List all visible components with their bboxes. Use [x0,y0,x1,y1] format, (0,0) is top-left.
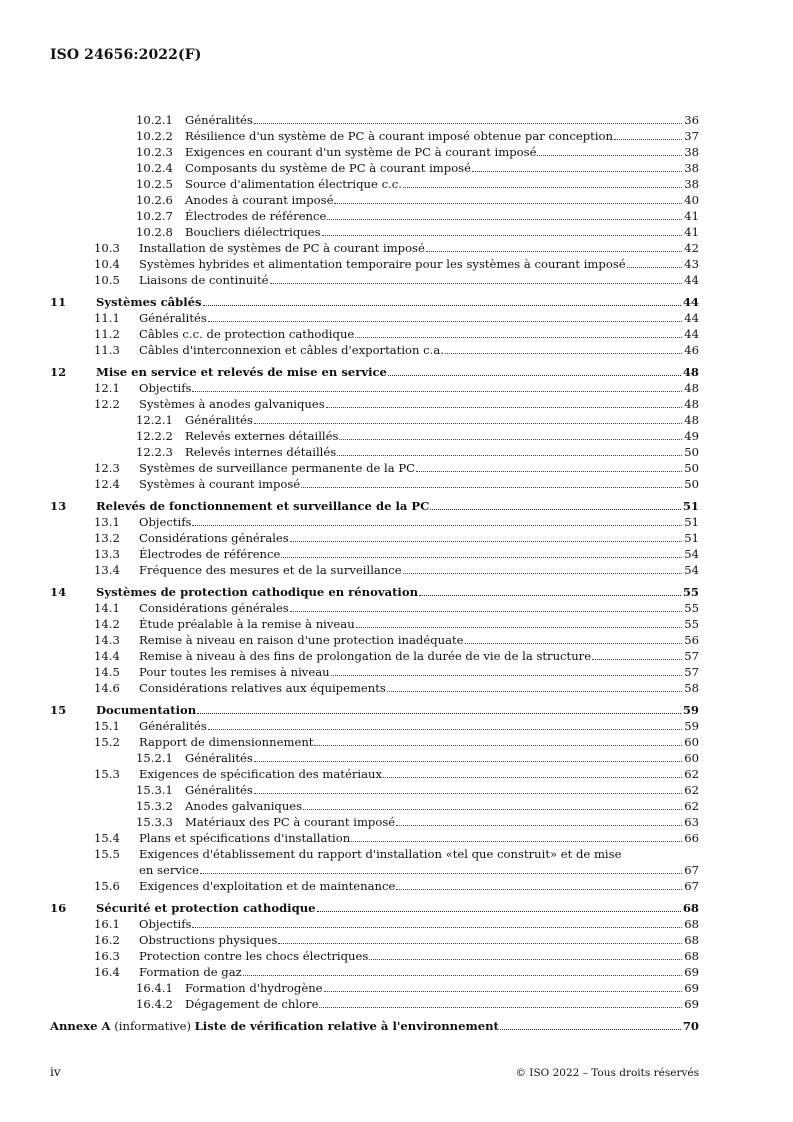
document-header: ISO 24656:2022(F) [50,47,202,63]
toc-entry-page: 68 [684,949,699,963]
toc-entry-title: Systèmes à courant imposé [139,477,301,491]
toc-entry-page: 50 [684,477,699,491]
toc-entry-number: 15.5 [94,847,120,861]
toc-entry-title: Remise à niveau en raison d'une protection inadéquate [139,633,464,647]
toc-chapter-entry[interactable] [50,294,699,310]
toc-entry[interactable] [50,444,699,460]
toc-entry-number: 10.4 [94,257,120,271]
toc-entry[interactable] [50,664,699,680]
toc-entry-number: 14.5 [94,665,120,679]
toc-entry-number: 10.2.3 [136,145,173,159]
toc-entry-number: 12 [50,365,67,379]
toc-entry-title: Électrodes de référence [185,209,327,223]
toc-entry[interactable] [50,680,699,696]
toc-entry-title: Exigences de spécification des matériaux [139,767,382,781]
toc-entry-title: Systèmes de surveillance permanente de la PC [139,461,416,475]
toc-entry-page: 48 [682,365,699,379]
toc-entry-number: 15 [50,703,67,717]
toc-entry-title: Rapport de dimensionnement [139,735,314,749]
dot-leader [430,498,680,510]
dot-leader [243,964,682,976]
toc-entry-page: 55 [684,617,699,631]
toc-entry-title: Systèmes hybrides et alimentation temporaire pour les systèmes à courant imposé [139,257,626,271]
toc-entry-page: 57 [684,649,699,663]
toc-chapter-entry[interactable] [50,900,699,916]
dot-leader [331,664,683,676]
toc-entry-number: 12.2.1 [136,413,173,427]
toc-entry-number: 15.3.2 [136,799,173,813]
dot-leader [254,750,682,762]
toc-entry[interactable] [50,546,699,562]
toc-entry-page: 66 [684,831,699,845]
toc-entry-number: 16.4.1 [136,981,173,995]
toc-entry-number: 16 [50,901,67,915]
toc-entry-number: 13.3 [94,547,120,561]
dot-leader [351,830,682,842]
toc-entry-title: Câbles c.c. de protection cathodique [139,327,355,341]
dot-leader [200,862,682,874]
dot-leader [396,814,682,826]
dot-leader [317,900,681,912]
toc-entry-title: Généralités [185,113,253,127]
toc-entry-number: 13.4 [94,563,120,577]
toc-entry-number: 10.2.2 [136,129,173,143]
dot-leader [472,160,682,172]
toc-entry-title: Formation d'hydrogène [185,981,323,995]
toc-entry-page: 54 [684,563,699,577]
toc-entry-title: Relevés externes détaillés [185,429,339,443]
toc-entry-page: 60 [684,751,699,765]
toc-entry-number: 15.3.3 [136,815,173,829]
toc-entry-title: Exigences d'exploitation et de maintenance [139,879,396,893]
toc-entry[interactable] [50,766,699,782]
toc-entry[interactable] [50,814,699,830]
toc-entry-title: Objectifs [139,917,192,931]
dot-leader [403,562,683,574]
toc-entry[interactable] [50,176,699,192]
dot-leader [326,396,683,408]
toc-entry-number: 14.2 [94,617,120,631]
toc-entry[interactable] [50,396,699,412]
toc-entry[interactable] [50,428,699,444]
toc-entry[interactable] [50,240,699,256]
toc-entry[interactable] [50,412,699,428]
toc-entry-page: 58 [684,681,699,695]
toc-entry[interactable] [50,128,699,144]
toc-entry-page: 50 [684,445,699,459]
toc-entry[interactable] [50,932,699,948]
dot-leader [627,256,683,268]
toc-entry-page: 51 [684,515,699,529]
toc-entry-page: 48 [684,397,699,411]
toc-entry-page: 36 [684,113,699,127]
toc-entry-title: Généralités [139,719,207,733]
dot-leader [197,702,681,714]
annex-title: Liste de vérification relative à l'environnement [194,1019,499,1033]
dot-leader [383,766,682,778]
dot-leader [322,224,683,236]
toc-entry-page: 44 [682,295,699,309]
dot-leader [614,128,682,140]
toc-entry-number: 11.3 [94,343,120,357]
toc-entry[interactable] [50,616,699,632]
toc-entry-title: Protection contre les chocs électriques [139,949,369,963]
toc-entry-title: Étude préalable à la remise à niveau [139,617,355,631]
toc-entry-page: 68 [684,917,699,931]
toc-entry-number: 14 [50,585,67,599]
toc-entry-title: Objectifs [139,381,192,395]
toc-entry-number: 10.2.5 [136,177,173,191]
toc-entry[interactable] [50,916,699,932]
toc-entry-title: Généralités [185,413,253,427]
toc-entry-page: 60 [684,735,699,749]
dot-leader [324,980,683,992]
toc-chapter-entry[interactable] [50,702,699,718]
toc-entry-page: 37 [684,129,699,143]
dot-leader [403,176,682,188]
toc-entry[interactable] [50,192,699,208]
toc-entry-title: Composants du système de PC à courant imposé [185,161,471,175]
toc-entry-page: 49 [684,429,699,443]
toc-entry[interactable] [50,310,699,326]
toc-entry-page: 51 [684,531,699,545]
toc-entry-page: 59 [684,719,699,733]
toc-entry-page: 51 [682,499,699,513]
toc-entry-title: Anodes à courant imposé [185,193,334,207]
toc-entry[interactable] [50,734,699,750]
toc-entry-page: 68 [682,901,699,915]
toc-entry[interactable] [50,846,699,862]
toc-entry[interactable] [50,830,699,846]
toc-chapter-entry[interactable] [50,584,699,600]
dot-leader [337,444,682,456]
toc-entry[interactable] [50,112,699,128]
dot-leader [355,326,682,338]
dot-leader [208,718,682,730]
dot-leader [208,310,682,322]
toc-entry[interactable] [50,224,699,240]
toc-entry-title: Considérations relatives aux équipements [139,681,386,695]
toc-entry[interactable] [50,256,699,272]
toc-entry[interactable] [50,632,699,648]
dot-leader [537,144,682,156]
toc-entry-page: 38 [684,161,699,175]
dot-leader [254,112,682,124]
dot-leader [281,546,682,558]
toc-entry-title: Pour toutes les remises à niveau [139,665,330,679]
toc-entry-number: 11.2 [94,327,120,341]
toc-entry-title: Dégagement de chlore [185,997,319,1011]
toc-entry-number: 16.3 [94,949,120,963]
dot-leader [254,412,682,424]
toc-entry[interactable] [50,380,699,396]
dot-leader [419,584,681,596]
toc-entry-number: 16.4.2 [136,997,173,1011]
toc-entry-title: Relevés internes détaillés [185,445,337,459]
toc-entry-number: 15.2.1 [136,751,173,765]
toc-entry-title: Considérations générales [139,601,289,615]
toc-chapter-entry[interactable] [50,498,699,514]
toc-entry-title: Généralités [139,311,207,325]
toc-entry-number: 14.1 [94,601,120,615]
toc-entry[interactable] [50,878,699,894]
toc-entry-title: Sécurité et protection cathodique [96,901,316,915]
toc-entry-title: Résilience d'un système de PC à courant imposé obtenue par conception [185,129,613,143]
toc-entry[interactable] [50,160,699,176]
toc-entry[interactable] [50,718,699,734]
toc-entry-title: Considérations générales [139,531,289,545]
toc-entry-number: 16.1 [94,917,120,931]
toc-entry-page: 44 [684,311,699,325]
toc-entry-page: 40 [684,193,699,207]
toc-entry-title: Systèmes câblés [96,295,202,309]
toc-entry-number: 10.2.6 [136,193,173,207]
toc-entry-title: Installation de systèmes de PC à courant imposé [139,241,425,255]
toc-entry[interactable] [50,326,699,342]
toc-entry[interactable] [50,342,699,358]
toc-entry-page: 69 [684,997,699,1011]
toc-entry[interactable] [50,782,699,798]
toc-entry-title: Généralités [185,751,253,765]
toc-entry-number: 11 [50,295,67,309]
toc-entry-title: Systèmes de protection cathodique en rénovation [96,585,418,599]
toc-entry-number: 10.2.8 [136,225,173,239]
toc-entry-title: Fréquence des mesures et de la surveillance [139,563,402,577]
toc-entry-title: Systèmes à anodes galvaniques [139,397,325,411]
toc-entry-page: 48 [684,381,699,395]
dot-leader [254,782,682,794]
toc-entry-title: Source d'alimentation électrique c.c. [185,177,402,191]
toc-entry-title: Plans et spécifications d'installation [139,831,351,845]
toc-entry-number: 14.6 [94,681,120,695]
toc-entry-number: 15.2 [94,735,120,749]
toc-entry-page: 69 [684,981,699,995]
toc-entry-page: 46 [684,343,699,357]
toc-entry-page: 48 [684,413,699,427]
toc-entry-number: 13.1 [94,515,120,529]
toc-entry-page: 44 [684,327,699,341]
dot-leader [192,380,682,392]
toc-entry-title-continued: en service [139,863,199,877]
toc-entry-page: 43 [684,257,699,271]
toc-entry-title: Câbles d'interconnexion et câbles d'exportation c.a. [139,343,444,357]
toc-entry-page: 41 [684,225,699,239]
toc-entry-number: 15.3.1 [136,783,173,797]
toc-entry-page: 55 [682,585,699,599]
toc-entry-title: Obstructions physiques [139,933,278,947]
toc-entry-page: 57 [684,665,699,679]
toc-entry-number: 12.3 [94,461,120,475]
toc-entry-page: 70 [682,1019,699,1033]
toc-entry-number: 13 [50,499,67,513]
toc-entry[interactable] [50,798,699,814]
toc-entry-number: 12.2 [94,397,120,411]
toc-entry-title: Relevés de fonctionnement et surveillance de la PC [96,499,430,513]
toc-entry-title: Exigences d'établissement du rapport d'installation «tel que construit» et de mise [139,847,622,861]
dot-leader [203,294,681,306]
toc-entry-number: 10.5 [94,273,120,287]
table-of-contents [50,112,699,1034]
toc-entry-page: 42 [684,241,699,255]
toc-entry[interactable] [50,648,699,664]
dot-leader [290,600,682,612]
toc-entry[interactable] [50,750,699,766]
toc-entry-title: Objectifs [139,515,192,529]
toc-entry-number: 14.4 [94,649,120,663]
toc-entry[interactable] [50,600,699,616]
toc-entry[interactable] [50,996,699,1012]
toc-entry-number: 12.2.2 [136,429,173,443]
toc-entry-page: 62 [684,767,699,781]
toc-entry[interactable] [50,272,699,288]
toc-entry-number: 15.3 [94,767,120,781]
toc-entry-page: 38 [684,145,699,159]
dot-leader [290,530,682,542]
toc-entry-number: 12.2.3 [136,445,173,459]
toc-entry-page: 62 [684,799,699,813]
toc-entry-continuation[interactable] [50,862,699,878]
toc-entry-title: Matériaux des PC à courant imposé [185,815,396,829]
toc-entry-number: 11.1 [94,311,120,325]
toc-entry-page: 54 [684,547,699,561]
toc-entry-page: 55 [684,601,699,615]
dot-leader [396,878,682,890]
toc-entry-title: Électrodes de référence [139,547,281,561]
toc-entry-number: 10.2.4 [136,161,173,175]
dot-leader [327,208,682,220]
toc-entry[interactable] [50,514,699,530]
dot-leader [356,616,683,628]
annex-label: Annexe A [50,1019,111,1033]
dot-leader [388,364,681,376]
toc-entry-title: Exigences en courant d'un système de PC à courant imposé [185,145,537,159]
copyright-notice: © ISO 2022 – Tous droits réservés [515,1067,699,1079]
toc-entry-title: Liaisons de continuité [139,273,269,287]
toc-entry-title: Formation de gaz [139,965,242,979]
toc-entry[interactable] [50,562,699,578]
toc-entry-title: Généralités [185,783,253,797]
toc-entry-number: 15.6 [94,879,120,893]
toc-chapter-entry[interactable] [50,364,699,380]
toc-entry[interactable] [50,530,699,546]
toc-annex-entry[interactable] [50,1018,699,1034]
toc-entry-title: Mise en service et relevés de mise en service [96,365,387,379]
toc-entry[interactable] [50,948,699,964]
toc-entry-number: 12.4 [94,477,120,491]
toc-entry-number: 15.1 [94,719,120,733]
dot-leader [334,192,682,204]
toc-entry-page: 50 [684,461,699,475]
toc-entry-number: 10.3 [94,241,120,255]
dot-leader [445,342,682,354]
toc-entry-number: 10.2.1 [136,113,173,127]
toc-entry-number: 13.2 [94,531,120,545]
dot-leader [592,648,682,660]
toc-entry-page: 62 [684,783,699,797]
dot-leader [416,460,682,472]
page-number: iv [50,1065,61,1079]
toc-entry-page: 41 [684,209,699,223]
toc-entry-number: 12.1 [94,381,120,395]
toc-entry[interactable] [50,476,699,492]
toc-entry-title: Boucliers diélectriques [185,225,321,239]
dot-leader [369,948,682,960]
toc-entry[interactable] [50,144,699,160]
toc-entry-number: 16.4 [94,965,120,979]
dot-leader [301,476,682,488]
toc-entry-page: 63 [684,815,699,829]
dot-leader [192,514,682,526]
toc-entry-page: 38 [684,177,699,191]
toc-entry-page: 68 [684,933,699,947]
dot-leader [314,734,682,746]
toc-entry-page: 67 [684,863,699,877]
toc-entry[interactable] [50,460,699,476]
dot-leader [192,916,682,928]
toc-entry-title: Remise à niveau à des fins de prolongation de la durée de vie de la structure [139,649,592,663]
annex-type: (informative) [114,1019,191,1033]
toc-entry-number: 15.4 [94,831,120,845]
toc-entry[interactable] [50,208,699,224]
toc-entry-page: 44 [684,273,699,287]
dot-leader [303,798,682,810]
dot-leader [339,428,682,440]
toc-entry-title: Documentation [96,703,197,717]
toc-entry-page: 69 [684,965,699,979]
toc-entry[interactable] [50,964,699,980]
dot-leader [500,1018,681,1030]
toc-entry-page: 59 [682,703,699,717]
toc-entry[interactable] [50,980,699,996]
toc-entry-page: 67 [684,879,699,893]
toc-entry-title: Anodes galvaniques [185,799,303,813]
dot-leader [387,680,682,692]
dot-leader [465,632,683,644]
dot-leader [270,272,683,284]
dot-leader [278,932,682,944]
toc-entry-number: 14.3 [94,633,120,647]
dot-leader [319,996,682,1008]
toc-entry-page: 56 [684,633,699,647]
toc-entry-number: 10.2.7 [136,209,173,223]
toc-entry-number: 16.2 [94,933,120,947]
dot-leader [426,240,682,252]
